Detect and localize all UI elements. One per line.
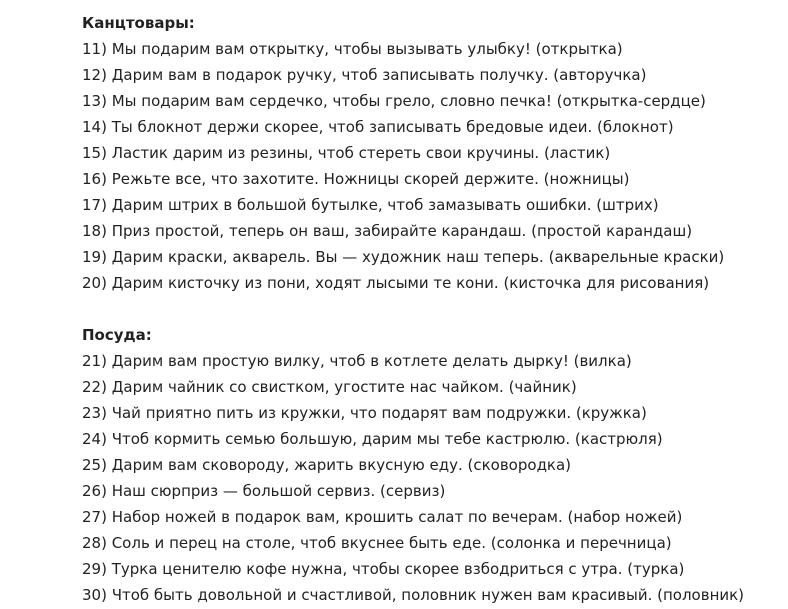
article-content <box>82 10 782 608</box>
list-item: 13) Мы подарим вам сердечко, чтобы грело, словно печка! (открытка-сердце) <box>82 92 706 110</box>
list-item: 30) Чтоб быть довольной и счастливой, половник нужен вам красивый. (половник) <box>82 586 745 604</box>
list-item: 27) Набор ножей в подарок вам, крошить салат по вечерам. (набор ножей) <box>82 508 683 526</box>
list-item: 19) Дарим краски, акварель. Вы — художник наш теперь. (акварельные краски) <box>82 248 725 266</box>
list-item: 23) Чай приятно пить из кружки, что подарят вам подружки. (кружка) <box>82 404 647 422</box>
section-stationery <box>82 10 782 296</box>
list-item: 12) Дарим вам в подарок ручку, чтоб записывать получку. (авторучка) <box>82 66 647 84</box>
section-heading: Посуда: <box>82 326 152 344</box>
list-item: 28) Соль и перец на столе, чтоб вкуснее быть еде. (солонка и перечница) <box>82 534 672 552</box>
list-item: 20) Дарим кисточку из пони, ходят лысыми те кони. (кисточка для рисования) <box>82 274 710 292</box>
list-item: 16) Режьте все, что захотите. Ножницы скорей держите. (ножницы) <box>82 170 630 188</box>
list-item: 21) Дарим вам простую вилку, чтоб в котлете делать дырку! (вилка) <box>82 352 632 370</box>
list-item: 22) Дарим чайник со свистком, угостите нас чайком. (чайник) <box>82 378 577 396</box>
list-item: 18) Приз простой, теперь он ваш, забирайте карандаш. (простой карандаш) <box>82 222 693 240</box>
list-item: 17) Дарим штрих в большой бутылке, чтоб замазывать ошибки. (штрих) <box>82 196 659 214</box>
list-item: 14) Ты блокнот держи скорее, чтоб записывать бредовые идеи. (блокнот) <box>82 118 674 136</box>
section-dishes <box>82 322 782 608</box>
list-item: 24) Чтоб кормить семью большую, дарим мы тебе кастрюлю. (кастрюля) <box>82 430 663 448</box>
section-spacer <box>82 296 782 322</box>
section-heading: Канцтовары: <box>82 14 195 32</box>
list-item: 15) Ластик дарим из резины, чтоб стереть свои кручины. (ластик) <box>82 144 611 162</box>
list-item: 29) Турка ценителю кофе нужна, чтобы скорее взбодриться с утра. (турка) <box>82 560 685 578</box>
list-item: 26) Наш сюрприз — большой сервиз. (сервиз) <box>82 482 446 500</box>
list-item: 25) Дарим вам сковороду, жарить вкусную еду. (сковородка) <box>82 456 572 474</box>
list-item: 11) Мы подарим вам открытку, чтобы вызывать улыбку! (открытка) <box>82 40 623 58</box>
